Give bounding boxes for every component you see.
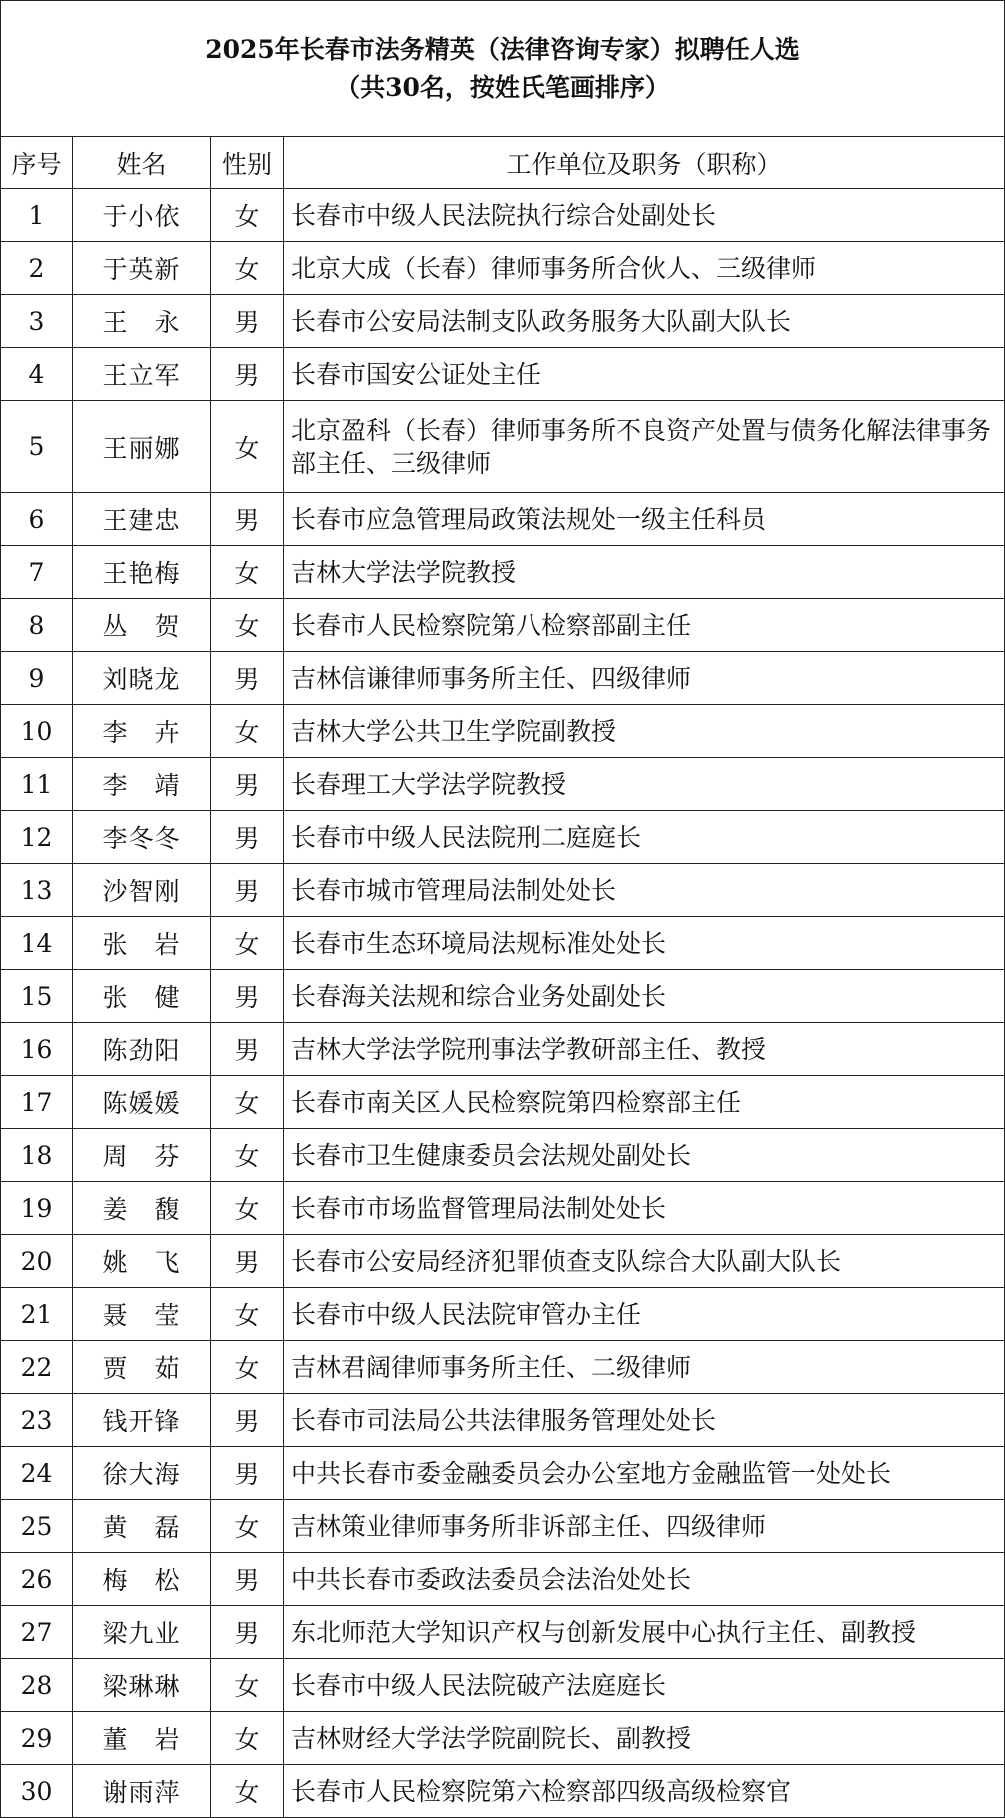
person-name: 聂 莹 xyxy=(73,1288,211,1341)
header-name: 姓名 xyxy=(73,137,211,189)
person-name: 刘晓龙 xyxy=(73,652,211,705)
row-number: 25 xyxy=(1,1500,73,1553)
person-name: 沙智刚 xyxy=(73,864,211,917)
table-row xyxy=(1,1500,1005,1553)
person-name: 于英新 xyxy=(73,242,211,295)
row-number: 11 xyxy=(1,758,73,811)
row-number: 4 xyxy=(1,348,73,401)
person-name: 丛 贺 xyxy=(73,599,211,652)
person-name: 梅 松 xyxy=(73,1553,211,1606)
person-gender: 男 xyxy=(211,1606,284,1659)
row-number: 22 xyxy=(1,1341,73,1394)
person-organization: 长春市中级人民法院审管办主任 xyxy=(284,1288,1005,1341)
header-org: 工作单位及职务（职称） xyxy=(284,137,1005,189)
row-number: 27 xyxy=(1,1606,73,1659)
person-gender: 男 xyxy=(211,1553,284,1606)
table-row xyxy=(1,1129,1005,1182)
person-gender: 女 xyxy=(211,242,284,295)
person-name: 王丽娜 xyxy=(73,401,211,493)
person-name: 梁九业 xyxy=(73,1606,211,1659)
row-number: 13 xyxy=(1,864,73,917)
person-gender: 男 xyxy=(211,295,284,348)
person-organization: 长春市市场监督管理局法制处处长 xyxy=(284,1182,1005,1235)
title-line-1: 2025年长春市法务精英（法律咨询专家）拟聘任人选 xyxy=(205,34,800,64)
row-number: 2 xyxy=(1,242,73,295)
table-row xyxy=(1,295,1005,348)
person-name: 李冬冬 xyxy=(73,811,211,864)
person-gender: 女 xyxy=(211,1129,284,1182)
table-row xyxy=(1,1712,1005,1765)
person-organization: 长春市司法局公共法律服务管理处处长 xyxy=(284,1394,1005,1447)
table-row xyxy=(1,189,1005,242)
row-number: 12 xyxy=(1,811,73,864)
person-gender: 男 xyxy=(211,758,284,811)
table-row xyxy=(1,401,1005,493)
row-number: 30 xyxy=(1,1765,73,1818)
person-name: 于小依 xyxy=(73,189,211,242)
table-row xyxy=(1,864,1005,917)
table-row xyxy=(1,917,1005,970)
person-name: 姜 馥 xyxy=(73,1182,211,1235)
person-organization: 长春市应急管理局政策法规处一级主任科员 xyxy=(284,493,1005,546)
person-name: 李 卉 xyxy=(73,705,211,758)
person-gender: 女 xyxy=(211,1659,284,1712)
row-number: 24 xyxy=(1,1447,73,1500)
table-row xyxy=(1,546,1005,599)
person-gender: 女 xyxy=(211,1765,284,1818)
person-gender: 女 xyxy=(211,1500,284,1553)
person-organization: 长春市人民检察院第八检察部副主任 xyxy=(284,599,1005,652)
person-name: 王建忠 xyxy=(73,493,211,546)
title-line-2: （共30名，按姓氏笔画排序） xyxy=(335,72,670,102)
row-number: 3 xyxy=(1,295,73,348)
person-name: 徐大海 xyxy=(73,1447,211,1500)
table-row xyxy=(1,1447,1005,1500)
row-number: 5 xyxy=(1,401,73,493)
row-number: 10 xyxy=(1,705,73,758)
person-gender: 男 xyxy=(211,1023,284,1076)
row-number: 16 xyxy=(1,1023,73,1076)
person-organization: 中共长春市委金融委员会办公室地方金融监管一处处长 xyxy=(284,1447,1005,1500)
person-name: 王 永 xyxy=(73,295,211,348)
person-organization: 长春市卫生健康委员会法规处副处长 xyxy=(284,1129,1005,1182)
person-organization: 长春市人民检察院第六检察部四级高级检察官 xyxy=(284,1765,1005,1818)
person-organization: 长春市生态环境局法规标准处处长 xyxy=(284,917,1005,970)
header-row xyxy=(1,137,1005,189)
row-number: 7 xyxy=(1,546,73,599)
person-organization: 长春市中级人民法院刑二庭庭长 xyxy=(284,811,1005,864)
table-row xyxy=(1,970,1005,1023)
person-gender: 女 xyxy=(211,1288,284,1341)
person-organization: 吉林君阔律师事务所主任、二级律师 xyxy=(284,1341,1005,1394)
person-name: 黄 磊 xyxy=(73,1500,211,1553)
person-gender: 男 xyxy=(211,493,284,546)
person-organization: 吉林大学法学院教授 xyxy=(284,546,1005,599)
row-number: 9 xyxy=(1,652,73,705)
person-gender: 女 xyxy=(211,189,284,242)
person-organization: 长春市城市管理局法制处处长 xyxy=(284,864,1005,917)
row-number: 6 xyxy=(1,493,73,546)
row-number: 14 xyxy=(1,917,73,970)
person-gender: 男 xyxy=(211,1394,284,1447)
document-title xyxy=(1,1,1005,137)
person-gender: 男 xyxy=(211,811,284,864)
row-number: 8 xyxy=(1,599,73,652)
table-row xyxy=(1,599,1005,652)
table-row xyxy=(1,1394,1005,1447)
person-name: 周 芬 xyxy=(73,1129,211,1182)
table-row xyxy=(1,1023,1005,1076)
person-gender: 女 xyxy=(211,599,284,652)
person-name: 王立军 xyxy=(73,348,211,401)
person-gender: 女 xyxy=(211,1182,284,1235)
person-organization: 长春海关法规和综合业务处副处长 xyxy=(284,970,1005,1023)
header-gender: 性别 xyxy=(211,137,284,189)
table-row xyxy=(1,348,1005,401)
table-row xyxy=(1,1235,1005,1288)
person-gender: 男 xyxy=(211,652,284,705)
table-row xyxy=(1,1765,1005,1818)
person-gender: 男 xyxy=(211,864,284,917)
person-organization: 北京大成（长春）律师事务所合伙人、三级律师 xyxy=(284,242,1005,295)
row-number: 18 xyxy=(1,1129,73,1182)
person-name: 梁琳琳 xyxy=(73,1659,211,1712)
table-row xyxy=(1,811,1005,864)
person-name: 陈劲阳 xyxy=(73,1023,211,1076)
person-gender: 男 xyxy=(211,1447,284,1500)
table-row xyxy=(1,705,1005,758)
row-number: 15 xyxy=(1,970,73,1023)
person-name: 陈媛媛 xyxy=(73,1076,211,1129)
person-organization: 长春市公安局经济犯罪侦查支队综合大队副大队长 xyxy=(284,1235,1005,1288)
person-organization: 长春市公安局法制支队政务服务大队副大队长 xyxy=(284,295,1005,348)
table-row xyxy=(1,1182,1005,1235)
table-row xyxy=(1,758,1005,811)
person-name: 钱开锋 xyxy=(73,1394,211,1447)
table-row xyxy=(1,1288,1005,1341)
person-gender: 男 xyxy=(211,1235,284,1288)
person-name: 董 岩 xyxy=(73,1712,211,1765)
person-gender: 女 xyxy=(211,1712,284,1765)
person-organization: 长春市中级人民法院破产法庭庭长 xyxy=(284,1659,1005,1712)
row-number: 17 xyxy=(1,1076,73,1129)
title-row xyxy=(1,1,1005,137)
person-organization: 吉林大学公共卫生学院副教授 xyxy=(284,705,1005,758)
row-number: 26 xyxy=(1,1553,73,1606)
person-name: 张 岩 xyxy=(73,917,211,970)
person-gender: 男 xyxy=(211,348,284,401)
person-organization: 长春市南关区人民检察院第四检察部主任 xyxy=(284,1076,1005,1129)
person-name: 贾 茹 xyxy=(73,1341,211,1394)
person-gender: 女 xyxy=(211,917,284,970)
table-row xyxy=(1,242,1005,295)
person-gender: 女 xyxy=(211,1341,284,1394)
person-organization: 吉林信谦律师事务所主任、四级律师 xyxy=(284,652,1005,705)
header-no: 序号 xyxy=(1,137,73,189)
table-row xyxy=(1,1606,1005,1659)
person-organization: 东北师范大学知识产权与创新发展中心执行主任、副教授 xyxy=(284,1606,1005,1659)
row-number: 28 xyxy=(1,1659,73,1712)
person-gender: 男 xyxy=(211,970,284,1023)
person-organization: 吉林大学法学院刑事法学教研部主任、教授 xyxy=(284,1023,1005,1076)
table-row xyxy=(1,1341,1005,1394)
person-organization: 长春市中级人民法院执行综合处副处长 xyxy=(284,189,1005,242)
person-name: 谢雨萍 xyxy=(73,1765,211,1818)
person-name: 李 靖 xyxy=(73,758,211,811)
person-name: 张 健 xyxy=(73,970,211,1023)
person-organization: 长春市国安公证处主任 xyxy=(284,348,1005,401)
table-row xyxy=(1,493,1005,546)
row-number: 21 xyxy=(1,1288,73,1341)
row-number: 23 xyxy=(1,1394,73,1447)
person-name: 姚 飞 xyxy=(73,1235,211,1288)
table-row xyxy=(1,1659,1005,1712)
person-organization: 北京盈科（长春）律师事务所不良资产处置与债务化解法律事务部主任、三级律师 xyxy=(284,401,1005,493)
row-number: 29 xyxy=(1,1712,73,1765)
table-row xyxy=(1,1553,1005,1606)
person-gender: 女 xyxy=(211,401,284,493)
person-organization: 吉林财经大学法学院副院长、副教授 xyxy=(284,1712,1005,1765)
person-organization: 长春理工大学法学院教授 xyxy=(284,758,1005,811)
person-gender: 女 xyxy=(211,705,284,758)
person-name: 王艳梅 xyxy=(73,546,211,599)
row-number: 20 xyxy=(1,1235,73,1288)
table-row xyxy=(1,652,1005,705)
person-gender: 女 xyxy=(211,546,284,599)
row-number: 1 xyxy=(1,189,73,242)
person-gender: 女 xyxy=(211,1076,284,1129)
row-number: 19 xyxy=(1,1182,73,1235)
person-organization: 中共长春市委政法委员会法治处处长 xyxy=(284,1553,1005,1606)
person-organization: 吉林策业律师事务所非诉部主任、四级律师 xyxy=(284,1500,1005,1553)
table-row xyxy=(1,1076,1005,1129)
